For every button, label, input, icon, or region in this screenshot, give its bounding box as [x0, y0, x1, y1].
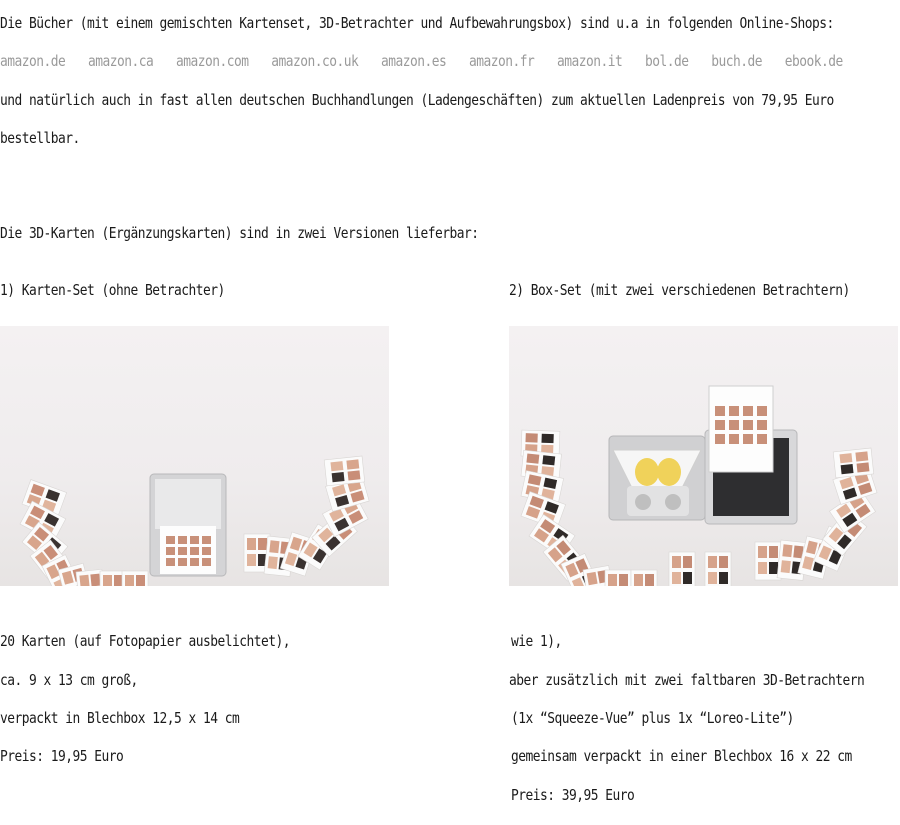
option-2-detail: wie 1),	[511, 632, 562, 650]
shop-link-amazon-co-uk[interactable]: amazon.co.uk	[271, 52, 359, 70]
option-2-detail: gemeinsam verpackt in einer Blechbox 16 x 22 cm	[511, 747, 852, 765]
intro-line-3: und natürlich auch in fast allen deutschen Buchhandlungen (Ladengeschäften) zum aktuellen Ladenpreis von 79,95 Euro	[0, 91, 834, 109]
shop-link-amazon-it[interactable]: amazon.it	[556, 52, 623, 70]
shop-link-amazon-de[interactable]: amazon.de	[0, 52, 66, 70]
option-1-title: 1) Karten-Set (ohne Betrachter)	[0, 281, 225, 299]
shop-link-ebook-de[interactable]: ebook.de	[784, 52, 843, 70]
option-1-detail: verpackt in Blechbox 12,5 x 14 cm	[0, 709, 240, 727]
intro-line-4: bestellbar.	[0, 129, 80, 147]
shop-links	[0, 52, 858, 76]
shop-link-amazon-es[interactable]: amazon.es	[380, 52, 447, 70]
option-2-detail: (1x “Squeeze-Vue” plus 1x “Loreo-Lite”)	[511, 709, 794, 727]
option-1-detail: 20 Karten (auf Fotopapier ausbelichtet),	[0, 632, 291, 650]
shop-link-bol-de[interactable]: bol.de	[645, 52, 689, 70]
option-2-title: 2) Box-Set (mit zwei verschiedenen Betrachtern)	[509, 281, 850, 299]
box-set-photo	[509, 326, 898, 586]
shop-link-amazon-com[interactable]: amazon.com	[176, 52, 249, 70]
card-set-photo	[0, 326, 389, 586]
shop-link-amazon-ca[interactable]: amazon.ca	[88, 52, 154, 70]
cards-heading: Die 3D-Karten (Ergänzungskarten) sind in zwei Versionen lieferbar:	[0, 224, 479, 242]
option-2-detail: aber zusätzlich mit zwei faltbaren 3D-Betrachtern	[509, 671, 865, 689]
intro-line-1: Die Bücher (mit einem gemischten Kartenset, 3D-Betrachter und Aufbewahrungsbox) sind u.a in folgenden Online-Shops:	[0, 14, 834, 32]
shop-link-buch-de[interactable]: buch.de	[711, 52, 763, 70]
option-1-price: Preis: 19,95 Euro	[0, 747, 124, 765]
option-1-detail: ca. 9 x 13 cm groß,	[0, 671, 138, 689]
option-2-price: Preis: 39,95 Euro	[511, 786, 635, 804]
shop-link-amazon-fr[interactable]: amazon.fr	[468, 52, 535, 70]
